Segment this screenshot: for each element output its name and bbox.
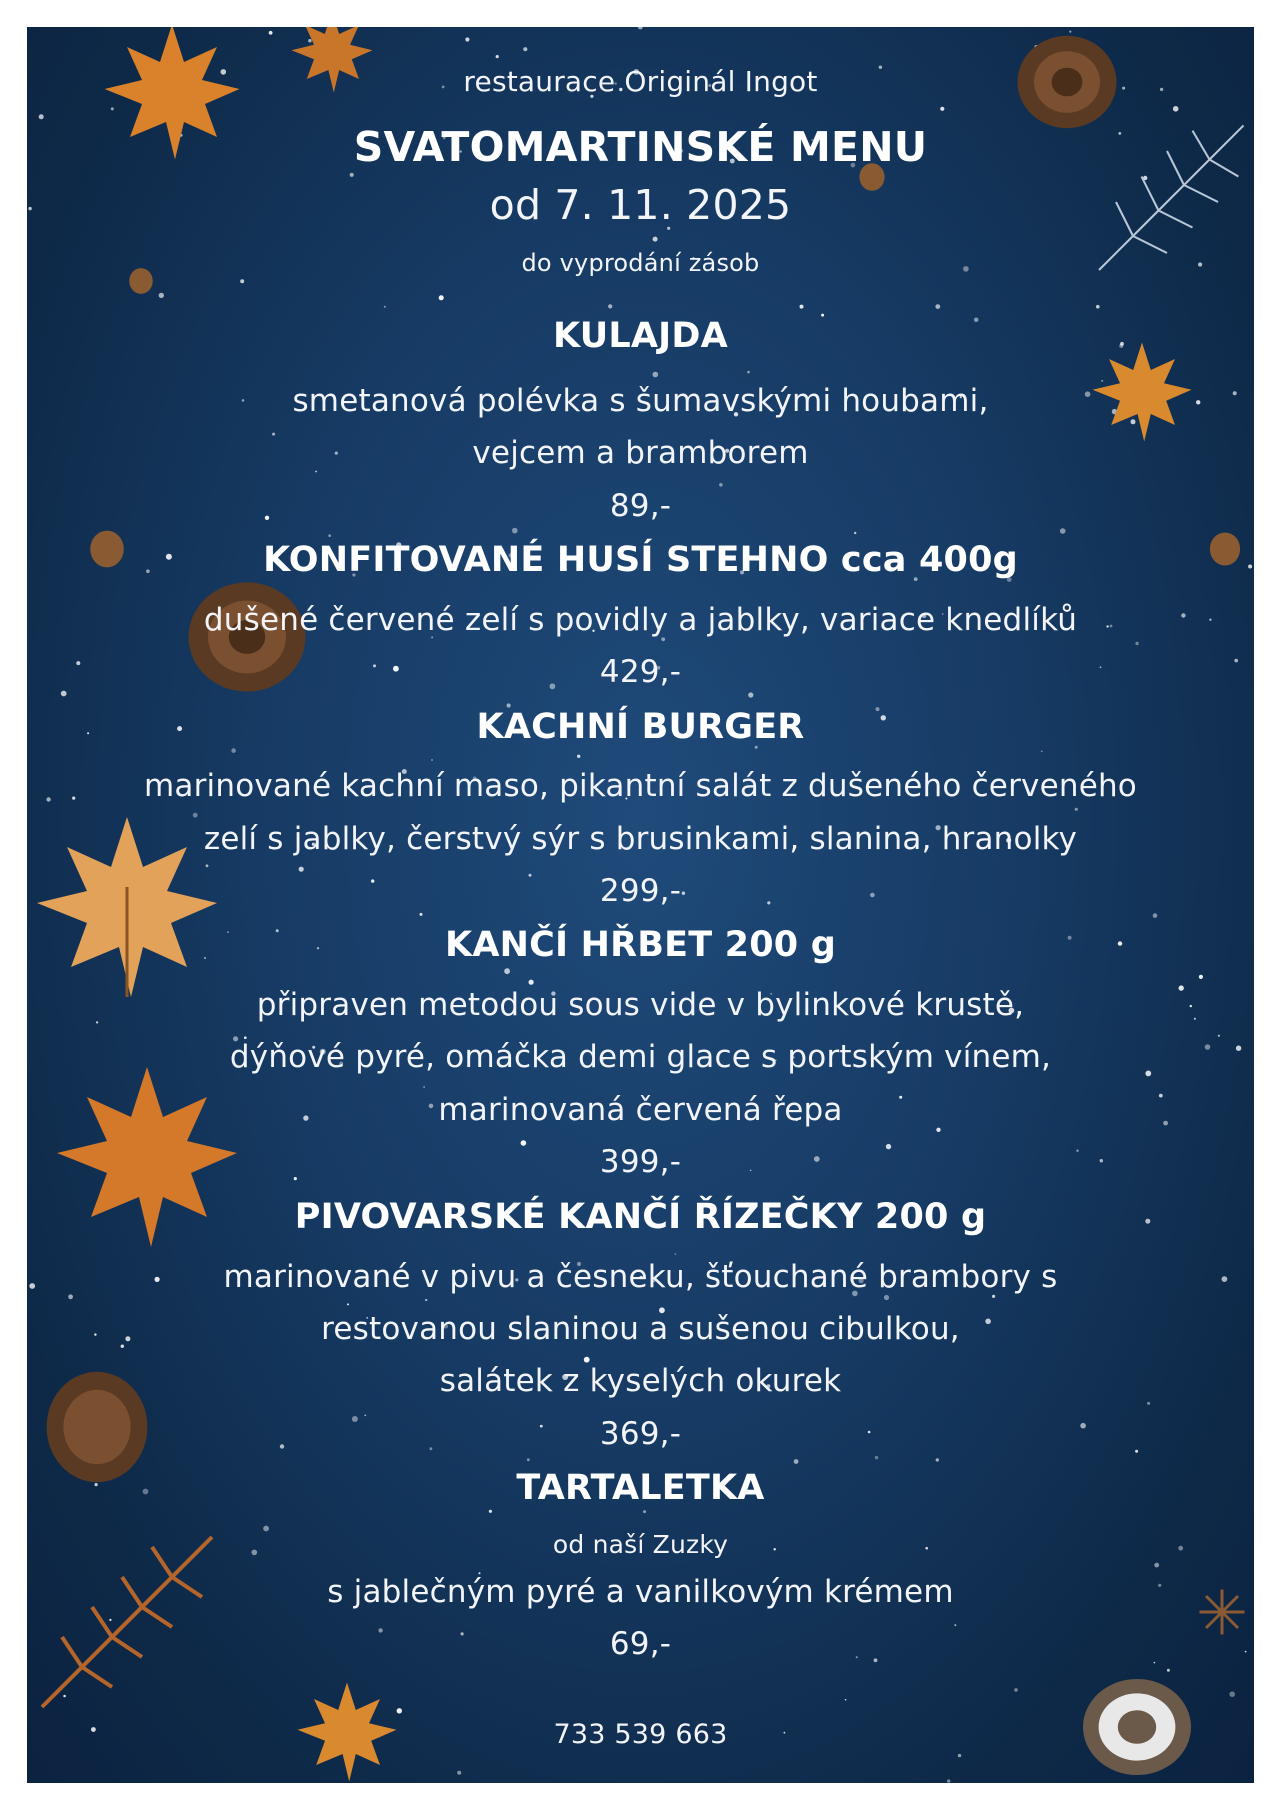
snow-dot xyxy=(431,759,433,761)
snow-dot xyxy=(1041,751,1043,753)
snow-dot xyxy=(875,1456,878,1459)
snow-dot xyxy=(992,1295,995,1298)
dish-name: KANČÍ HŘBET 200 g xyxy=(445,925,836,965)
dish-description: marinovaná červená řepa xyxy=(438,1092,843,1128)
snow-dot xyxy=(68,1294,73,1299)
dish-description: dýňové pyré, omáčka demi glace s portským vínem, xyxy=(229,1039,1052,1075)
snow-dot xyxy=(747,371,750,374)
dish-description: dušené červené zelí s povidly a jablky, variace knedlíků xyxy=(203,602,1078,638)
snow-dot xyxy=(425,1299,427,1301)
snow-dot xyxy=(936,1128,940,1132)
snow-dot xyxy=(231,748,236,753)
snow-dot xyxy=(884,1295,889,1300)
snow-dot xyxy=(527,1458,530,1461)
availability-note: do vyprodání zásob xyxy=(521,249,760,277)
snow-dot xyxy=(1154,1563,1159,1568)
snow-dot xyxy=(420,913,423,916)
snow-dot xyxy=(800,305,804,309)
snow-dot xyxy=(1199,975,1203,979)
snow-dot xyxy=(1060,528,1066,534)
dish-price: 369,- xyxy=(599,1416,682,1452)
snow-dot xyxy=(496,55,499,58)
snow-dot xyxy=(947,1779,950,1782)
dish-description: s jablečným pyré a vanilkovým krémem xyxy=(327,1574,954,1610)
snow-dot xyxy=(350,173,354,177)
snow-dot xyxy=(489,1510,492,1513)
dish-description: zelí s jablky, čerstvý sýr s brusinkami, slanina, hranolky xyxy=(203,821,1078,857)
snow-dot xyxy=(845,1699,847,1701)
snow-dot xyxy=(523,47,527,51)
snow-dot xyxy=(1218,1035,1220,1037)
dish-name: KONFITOVANÉ HUSÍ STEHNO cca 400g xyxy=(263,540,1018,580)
snow-dot xyxy=(423,1086,425,1088)
snow-dot xyxy=(61,691,67,697)
snow-dot xyxy=(1135,642,1138,645)
snow-dot xyxy=(240,279,244,283)
snow-dot xyxy=(529,980,534,985)
dish-description: restovanou slaninou a sušenou cibulkou, xyxy=(321,1311,960,1347)
snow-dot xyxy=(512,528,518,534)
snow-dot xyxy=(577,755,580,758)
snow-dot xyxy=(653,372,659,378)
page-title: SVATOMARTINSKÉ MENU xyxy=(353,123,928,171)
dish-name: KULAJDA xyxy=(553,316,728,356)
menu-poster xyxy=(27,27,1254,1783)
snow-dot xyxy=(936,1458,939,1461)
snow-dot xyxy=(1173,106,1179,112)
snow-dot xyxy=(1147,1402,1150,1405)
snow-dot xyxy=(1154,1662,1156,1664)
dish-name: TARTALETKA xyxy=(516,1468,765,1508)
phone-number: 733 539 663 xyxy=(553,1719,728,1750)
dish-price: 399,- xyxy=(599,1144,682,1180)
dish-description: marinované kachní maso, pikantní salát z dušeného červeného xyxy=(144,768,1137,804)
snow-dot xyxy=(1014,1688,1018,1692)
snow-dot xyxy=(794,1459,799,1464)
snow-dot xyxy=(1075,808,1078,811)
dish-description: salátek z kyselých okurek xyxy=(439,1363,842,1399)
dish-subtitle: od naší Zuzky xyxy=(552,1530,729,1559)
snow-dot xyxy=(299,867,304,872)
snow-dot xyxy=(584,1357,590,1363)
snow-dot xyxy=(958,1754,961,1757)
snow-dot xyxy=(1229,1691,1235,1697)
snow-dot xyxy=(653,237,658,242)
dish-description: marinované v pivu a česneku, šťouchané brambory s xyxy=(223,1259,1058,1295)
snow-dot xyxy=(608,304,612,308)
dish-name: KACHNÍ BURGER xyxy=(476,707,805,747)
dish-price: 69,- xyxy=(609,1626,672,1662)
snow-dot xyxy=(638,27,643,30)
snow-dot xyxy=(465,37,469,41)
dish-name: PIVOVARSKÉ KANČÍ ŘÍZEČKY 200 g xyxy=(294,1197,987,1237)
snow-dot xyxy=(328,534,331,537)
snow-dot xyxy=(384,306,386,308)
dish-price: 89,- xyxy=(609,488,672,524)
dish-price: 429,- xyxy=(599,654,682,690)
menu-date: od 7. 11. 2025 xyxy=(489,181,792,229)
snow-dot xyxy=(940,107,944,111)
snow-dot xyxy=(935,304,940,309)
snow-dot xyxy=(347,1303,349,1305)
restaurant-name: restaurace Originál Ingot xyxy=(463,65,818,98)
dish-price: 299,- xyxy=(599,873,682,909)
snow-dot xyxy=(748,692,753,697)
snow-dot xyxy=(457,1771,461,1775)
snow-dot xyxy=(1096,305,1100,309)
snow-dot xyxy=(269,31,273,35)
snow-dot xyxy=(39,114,44,119)
dish-description: vejcem a bramborem xyxy=(472,435,809,471)
snow-dot xyxy=(1153,913,1158,918)
snow-dot xyxy=(504,968,510,974)
dish-description: připraven metodou sous vide v bylinkové krustě, xyxy=(256,987,1025,1023)
snow-dot xyxy=(675,1253,677,1255)
snow-dot xyxy=(159,293,164,298)
snow-dot xyxy=(719,483,723,487)
dish-description: smetanová polévka s šumavskými houbami, xyxy=(292,383,989,419)
snow-dot xyxy=(643,1510,646,1513)
snow-dot xyxy=(439,295,444,300)
snow-dot xyxy=(854,532,856,534)
